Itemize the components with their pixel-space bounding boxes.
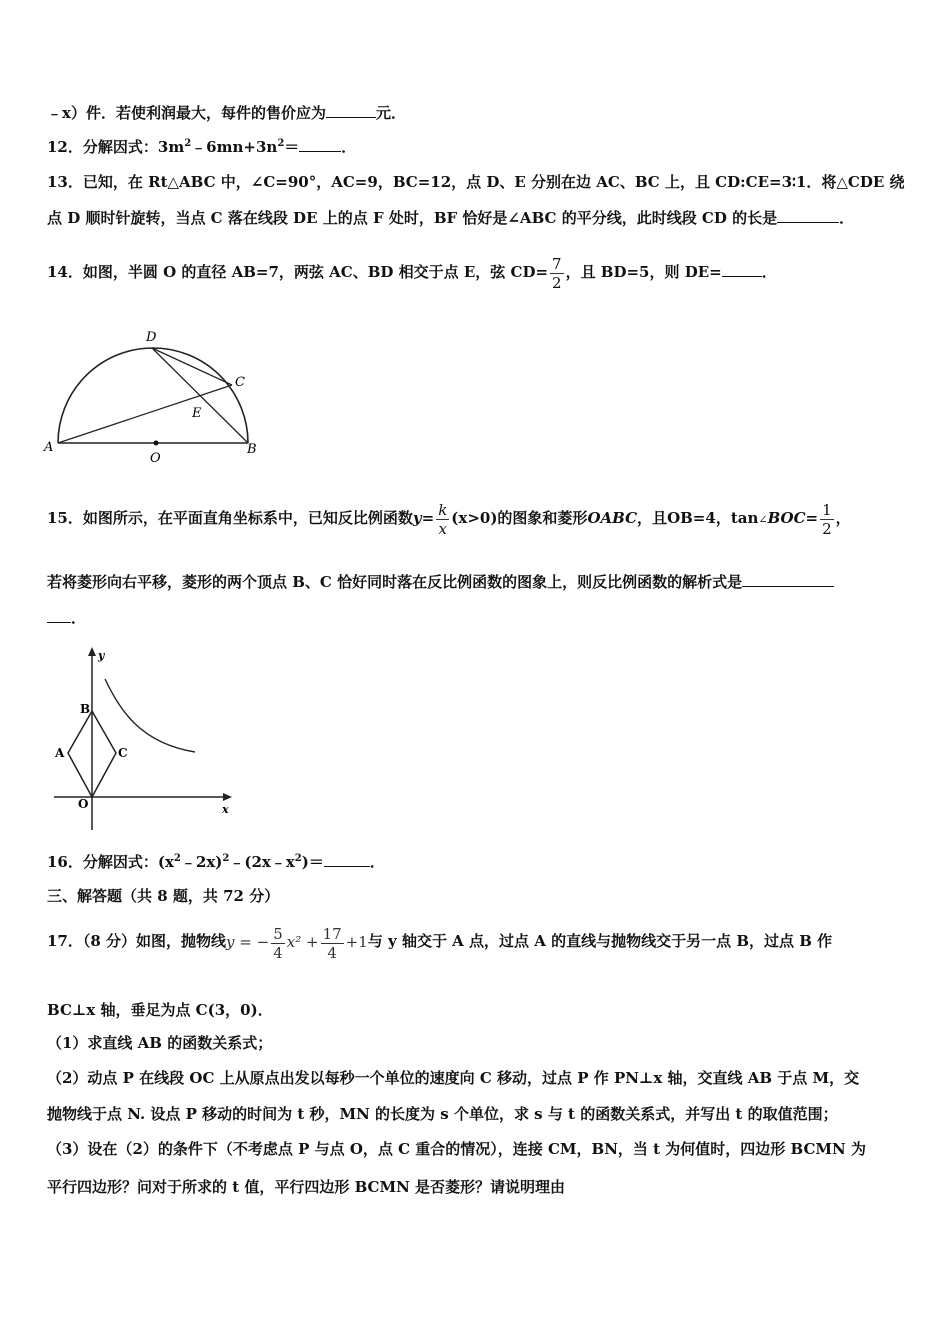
q16-text-a: 16．分解因式：(x [47,853,174,871]
x-axis-arrow [223,793,232,801]
q12-expr-a: 3m [157,138,185,156]
q11-unit: 元． [375,104,406,122]
q13-end: ． [839,209,855,227]
q17-frac-5-4 [271,925,285,962]
q15-x: x [436,519,449,538]
q17-f2-num: 17 [322,924,342,943]
q17-part3-line1: （3）设在（2）的条件下（不考虑点 P 与点 O，点 C 重合的情况），连接 CM，BN，当 t 为何值时，四边形 BCMN 为 [47,1140,866,1158]
q15-tan-den: 2 [822,519,832,538]
q11-tail-text: ﹣x）件．若使利润最大，每件的售价应为 [47,104,326,122]
hyperbola-curve [105,679,195,752]
q16-text-d: )＝ [301,853,324,871]
q14-semicircle-figure [40,325,270,470]
q14-end: ． [761,263,777,281]
q13-line1: 13．已知，在 Rt△ABC 中，∠C=90°，AC=9，BC=12，点 D、E 分别在边 AC、BC 上，且 CD:CE=3∶1．将△CDE 绕 [47,173,905,191]
q15-line1 [47,490,851,548]
q17-line1 [47,914,832,969]
q16 [47,852,385,872]
chord-bd [152,348,248,443]
q16-sup-3: 2 [294,853,302,864]
label-c: C [118,746,128,760]
label-x: x [222,803,229,816]
q12-answer-blank[interactable] [299,137,341,152]
q14 [47,250,777,294]
q14-cd-fraction [550,255,564,292]
q15-y-eq: y= [412,509,435,527]
q15-boc: BOC= [767,509,819,527]
q17-part2-line2: 抛物线于点 N. 设点 P 移动的时间为 t 秒，MN 的长度为 s 个单位，求 s 与 t 的函数关系式，并写出 t 的取值范围； [47,1105,838,1123]
q16-answer-blank[interactable] [324,852,370,867]
q12: 12．分解因式：$3m^2﹣6mn+3n^2=$ ． [47,138,357,156]
q17-f1-den: 4 [273,943,283,962]
q14-frac-num: 7 [552,254,562,273]
q15-line2 [47,572,834,592]
q14-answer-blank[interactable] [722,262,762,277]
q15-cond: (x>0)的图象和菱形 [451,509,588,527]
q17-part3-line2: 平行四边形？问对于所求的 t 值，平行四边形 BCMN 是否菱形？请说明理由 [47,1178,566,1196]
label-o: O [150,451,161,466]
q16-end: ． [369,853,385,871]
label-a: A [55,746,65,760]
q14-frac-den: 2 [552,273,562,292]
q15-answer-blank-a[interactable] [742,572,834,587]
section3-title: 三、解答题（共 8 题，共 72 分） [47,887,280,905]
q15-answer-blank-b[interactable] [47,608,71,623]
label-d: D [146,330,157,345]
label-a: A [44,440,54,455]
q17-frac-17-4 [321,925,344,962]
q15-k-over-x [436,501,449,538]
label-b: B [80,702,91,716]
q17-formula-mid: x² + [286,933,319,951]
q17-parabola-formula [226,915,368,969]
q17-text-post: 与 y 轴交于 A 点，过点 A 的直线与抛物线交于另一点 B，过点 B 作 [367,932,833,950]
q15-line2-text: 若将菱形向右平移，菱形的两个顶点 B、C 恰好同时落在反比例函数的图象上，则反比例函数的解析式是 [47,573,743,591]
chord-cd [152,348,232,385]
label-e: E [192,406,202,421]
q15-tan-num: 1 [822,500,832,519]
q11-tail [47,103,406,123]
q13-line2 [47,208,854,228]
label-y: y [98,649,105,662]
q16-sup-1: 2 [173,853,181,864]
chord-ac [58,385,232,443]
q15-text-pre: 15．如图所示，在平面直角坐标系中，已知反比例函数 [47,509,413,527]
label-b: B [247,442,257,457]
q15-shape: OABC [587,509,638,527]
q15-tan-fraction [820,501,834,538]
q13-answer-blank[interactable] [777,208,839,223]
q12-expr-b: ﹣6mn+3n [191,138,278,156]
q15-k: k [438,500,448,519]
q15-end: ． [71,609,87,627]
q12-eq: ＝ [284,138,300,156]
q14-text-pre: 14．如图，半圆 O 的直径 AB=7，两弦 AC、BD 相交于点 E，弦 CD= [47,263,549,281]
q15-comma: ， [835,509,851,527]
q15-ob: OB=4，tan [667,509,759,527]
semicircle-arc [58,348,248,443]
q15-mid: ，且 [637,509,668,527]
q12-number: 12． [47,138,83,156]
q15-line3 [47,608,86,628]
q15-coordinate-figure [50,645,245,835]
q12-end: ． [341,138,357,156]
q11-answer-blank[interactable] [326,103,376,118]
q17-part1: （1）求直线 AB 的函数关系式； [47,1034,273,1052]
q16-text-c: ﹣(2x﹣x [229,853,295,871]
q14-text-post: ，且 BD=5，则 DE= [565,263,722,281]
q17-formula-y: y = − [226,933,270,951]
q17-f1-num: 5 [273,924,283,943]
q17-part2-line1: （2）动点 P 在线段 OC 上从原点出发以每秒一个单位的速度向 C 移动，过点 P 作 PN⊥x 轴，交直线 AB 于点 M，交 [47,1069,860,1087]
q17-line2: BC⊥x 轴，垂足为点 C(3，0)． [47,1001,273,1019]
q15-angle-symbol: ∠ [758,513,768,526]
q17-formula-end: +1 [345,933,368,951]
label-o: O [78,797,89,811]
q17-f2-den: 4 [321,943,344,962]
center-point-o [154,441,159,446]
q13-line2-text: 点 D 顺时针旋转，当点 C 落在线段 DE 上的点 F 处时，BF 恰好是∠ABC 的平分线，此时线段 CD 的长是 [47,209,778,227]
y-axis-arrow [88,647,96,656]
q12-label: 分解因式： [82,138,158,156]
q17-text-pre: 17．（8 分）如图，抛物线 [47,932,227,950]
label-c: C [235,375,245,390]
q16-sup-2: 2 [222,853,230,864]
q16-text-b: ﹣2x) [180,853,223,871]
